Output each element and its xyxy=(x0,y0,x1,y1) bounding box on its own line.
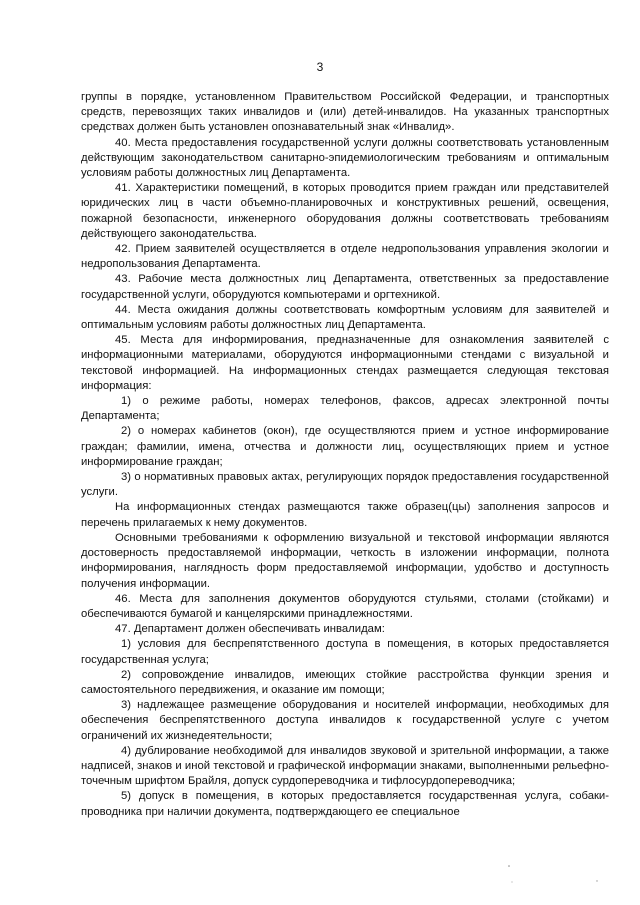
list-item-45-1: 1) о режиме работы, номерах телефонов, факсов, адресах электронной почты Департамента; xyxy=(81,395,609,423)
list-item-47-5: 5) допуск в помещения, в которых предоставляется государственная услуга, собаки-проводника при наличии документа, подтверждающего ее специальное xyxy=(81,790,609,818)
paragraph-43: 43. Рабочие места должностных лиц Департамента, ответственных за предоставление государственной услуги, оборудуются компьютерами и оргтехникой. xyxy=(81,273,609,301)
paragraph-stands-samples: На информационных стендах размещаются также образец(цы) заполнения запросов и перечень прилагаемых к нему документов. xyxy=(81,501,609,529)
list-item-47-2: 2) сопровождение инвалидов, имеющих стойкие расстройства функции зрения и самостоятельного передвижения, и оказание им помощи; xyxy=(81,668,609,696)
list-item-47-1: 1) условия для беспрепятственного доступа в помещения, в которых предоставляется государственная услуга; xyxy=(81,638,609,666)
paragraph-41: 41. Характеристики помещений, в которых проводится прием граждан или представителей юридических лиц в части объемно-планировочных и конструктивных решений, освещения, пожарной безопасности, инженерного оборудования должны соответствовать требованиям действующего законодательства. xyxy=(81,182,609,240)
paragraph-continuation: группы в порядке, установленном Правительством Российской Федерации, и транспортных средств, перевозящих таких инвалидов и (или) детей-инвалидов. На указанных транспортных средствах должен быть установлен опознавательный знак «Инвалид». xyxy=(81,91,609,134)
paragraph-45: 45. Места для информирования, предназначенные для ознакомления заявителей с информационными материалами, оборудуются информационными стендами с визуальной и текстовой информацией. На информационных стендах размещается следующая текстовая информация: xyxy=(81,334,609,392)
paragraph-info-requirements: Основными требованиями к оформлению визуальной и текстовой информации являются достоверность предоставляемой информации, четкость в изложении информации, полнота информирования, наглядность форм предоставляемой информации, удобство и доступность получения информации. xyxy=(81,531,609,590)
list-item-45-2: 2) о номерах кабинетов (окон), где осуществляются прием и устное информирование граждан; фамилии, имена, отчества и должности лиц, осуществляющих прием и устное информирование граждан; xyxy=(81,425,609,468)
page-number: 3 xyxy=(316,60,324,74)
paragraph-46: 46. Места для заполнения документов оборудуются стульями, столами (стойками) и обеспечиваются бумагой и канцелярскими принадлежностями. xyxy=(81,592,609,620)
paragraph-42: 42. Прием заявителей осуществляется в отделе недропользования управления экологии и недропользования Департамента. xyxy=(81,243,609,271)
list-item-45-3: 3) о нормативных правовых актах, регулирующих порядок предоставления государственной услуги. xyxy=(81,471,609,499)
document-body xyxy=(81,90,609,820)
paragraph-40: 40. Места предоставления государственной услуги должны соответствовать установленным действующим законодательством санитарно-эпидемиологическим требованиям и оптимальным условиям работы должностных лиц Департамента. xyxy=(81,136,609,180)
list-item-47-4: 4) дублирование необходимой для инвалидов звуковой и зрительной информации, а также надписей, знаков и иной текстовой и графической информации знаками, выполненными рельефно-точечным шрифтом Брайля, допуск сурдопереводчика и тифлосурдопереводчика; xyxy=(81,744,609,788)
paragraph-47: 47. Департамент должен обеспечивать инвалидам: xyxy=(115,623,385,636)
paragraph-44: 44. Места ожидания должны соответствовать комфортным условиям для заявителей и оптимальным условиям работы должностных лиц Департамента. xyxy=(81,303,609,332)
list-item-47-3: 3) надлежащее размещение оборудования и носителей информации, необходимых для обеспечения беспрепятственного доступа инвалидов к государственной услуге с учетом ограничений их жизнедеятельности; xyxy=(81,699,609,742)
